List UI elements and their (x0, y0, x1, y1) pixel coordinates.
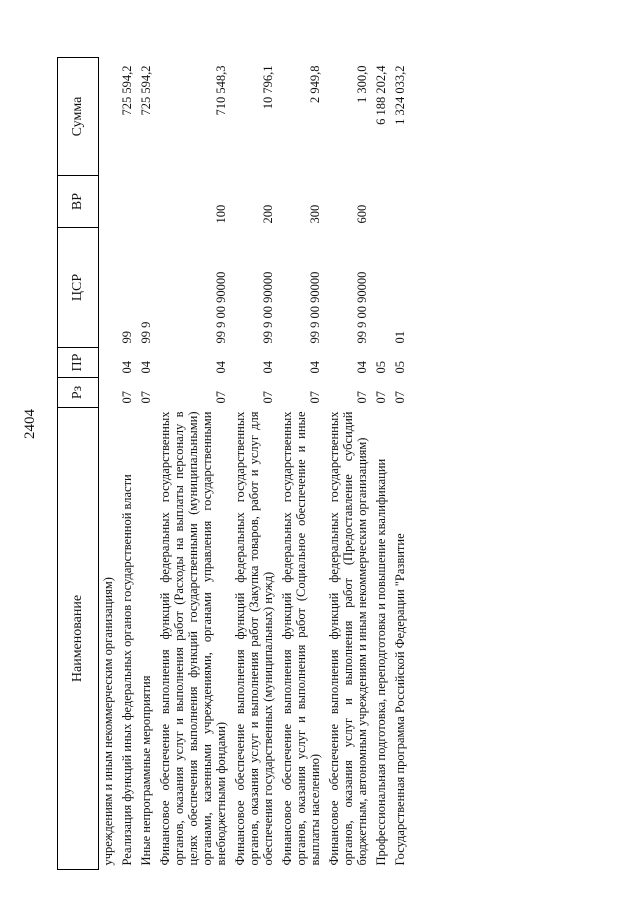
row-rz: 07 (393, 391, 407, 404)
table-header (58, 58, 99, 870)
row-csr (372, 228, 391, 348)
page-number: 2404 (22, 409, 38, 439)
row-name: Финансовое обеспечение выполнения функций федеральных государственных органов, оказания услуг и выполнения работ (Закупка товаров, работ и услуг для обеспечения государственных (муниципальных) нужд) (233, 411, 275, 866)
row-rz: 07 (139, 391, 153, 404)
row-vr: 200 (261, 204, 275, 224)
row-sum: 10 796,1 (261, 65, 275, 110)
table-row (137, 58, 156, 870)
row-name: Реализация функций иных федеральных органов государственной власти (120, 474, 134, 866)
row-name: Иные непрограммные мероприятия (139, 675, 153, 866)
header-sum: Сумма (58, 58, 99, 176)
row-csr: 99 9 (139, 321, 153, 344)
row-csr: 99 9 00 90000 (261, 271, 275, 344)
row-pr: 05 (374, 361, 388, 374)
row-sum: 2 949,8 (308, 65, 322, 103)
row-csr (99, 228, 119, 348)
row-vr: 100 (214, 204, 228, 224)
table-row (99, 58, 119, 870)
row-name: Государственная программа Российской Федерации "Развитие (393, 533, 407, 866)
table-row (278, 58, 325, 870)
row-pr: 04 (120, 361, 134, 374)
row-csr: 99 9 00 90000 (214, 271, 228, 344)
row-name: учреждениям и иным некоммерческим организациям) (101, 577, 115, 866)
header-rz: Рз (58, 378, 99, 408)
budget-table (57, 57, 410, 870)
row-pr: 04 (214, 361, 228, 374)
row-sum: 1 300,0 (355, 65, 369, 103)
row-rz: 07 (261, 391, 275, 404)
row-vr: 300 (308, 204, 322, 224)
budget-table-rotated (57, 58, 599, 870)
row-sum (99, 58, 119, 176)
table-row (372, 58, 391, 870)
row-csr: 99 9 00 90000 (308, 271, 322, 344)
row-sum: 6 188 202,4 (374, 65, 388, 125)
row-rz: 07 (214, 391, 228, 404)
row-name: Финансовое обеспечение выполнения функций федеральных государственных органов, оказания услуг и выполнения работ (Социальное обеспечение и иные выплаты населению) (280, 411, 322, 866)
header-pr: ПР (58, 348, 99, 378)
row-name: Финансовое обеспечение выполнения функций федеральных государственных органов, оказания услуг и выполнения работ (Предоставление субсидий бюджетным, автономным учреждениям и иным некоммерческим организациям) (327, 411, 369, 866)
header-csr: ЦСР (58, 228, 99, 348)
row-pr: 04 (355, 361, 369, 374)
header-name: Наименование (58, 408, 99, 870)
table-row (118, 58, 137, 870)
row-csr: 99 9 00 90000 (355, 271, 369, 344)
row-pr: 05 (393, 361, 407, 374)
table-row (325, 58, 372, 870)
row-name: Финансовое обеспечение выполнения функций федеральных государственных органов, оказания услуг и выполнения работ (Расходы на выплаты персоналу в целях обеспечения выполнения функций государственными (муниципальными) органами, казенными учреждениями, органами управления государственными внебюджетными фондами) (158, 411, 228, 866)
row-sum: 710 548,3 (214, 65, 228, 116)
header-vr: ВР (58, 176, 99, 228)
row-vr (118, 176, 137, 228)
table-row (156, 58, 231, 870)
row-pr (99, 348, 119, 378)
row-sum: 725 594,2 (120, 65, 134, 116)
row-pr: 04 (308, 361, 322, 374)
row-vr (372, 176, 391, 228)
row-vr: 600 (355, 204, 369, 224)
row-pr: 04 (139, 361, 153, 374)
row-csr: 99 (120, 331, 134, 344)
row-pr: 04 (261, 361, 275, 374)
row-vr (137, 176, 156, 228)
row-rz: 07 (355, 391, 369, 404)
row-sum: 725 594,2 (139, 65, 153, 116)
row-rz: 07 (374, 391, 388, 404)
row-vr (391, 176, 410, 228)
row-rz: 07 (120, 391, 134, 404)
row-vr (99, 176, 119, 228)
row-csr: 01 (393, 331, 407, 344)
table-row (391, 58, 410, 870)
row-sum: 1 324 033,2 (393, 65, 407, 125)
table-row (231, 58, 278, 870)
row-name: Профессиональная подготовка, переподготовка и повышение квалификации (374, 458, 388, 866)
row-rz: 07 (308, 391, 322, 404)
row-rz (99, 378, 119, 408)
